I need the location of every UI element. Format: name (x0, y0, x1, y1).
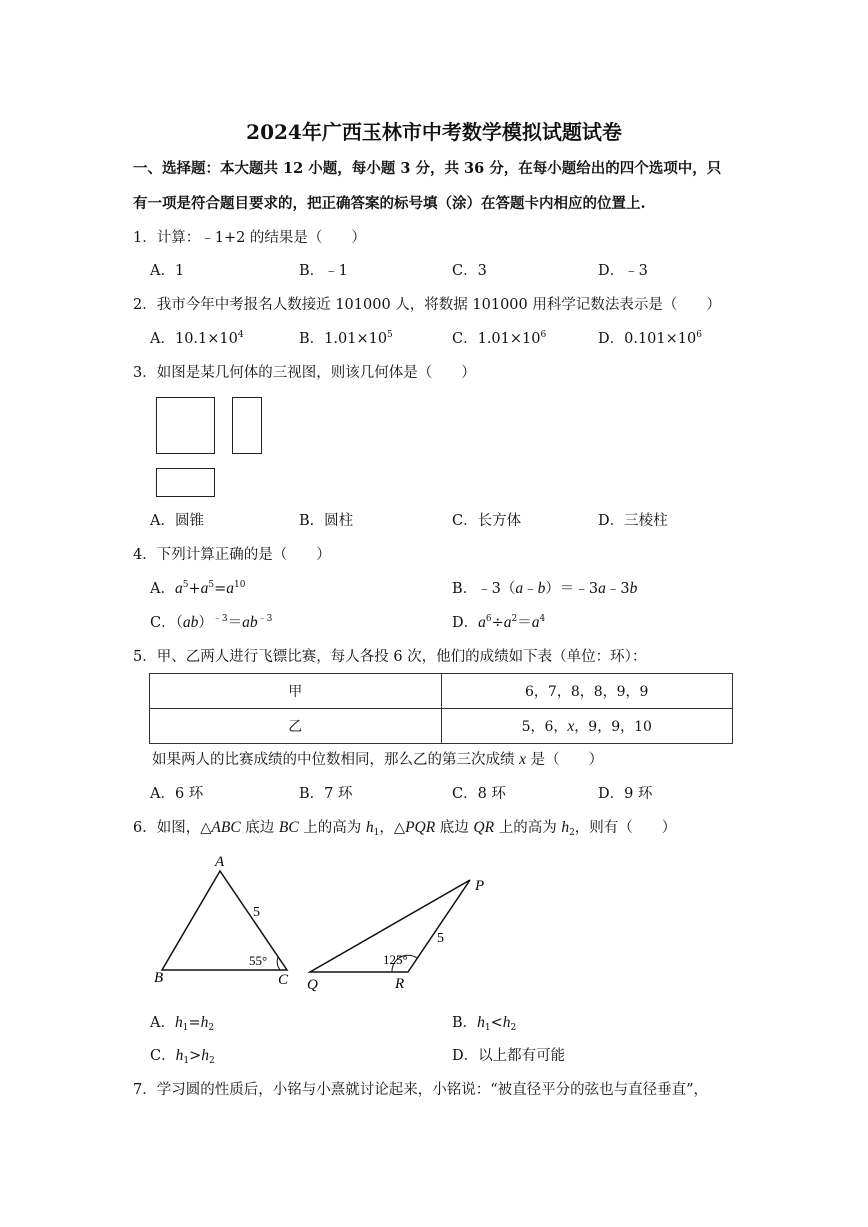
side-ac-label: 5 (253, 905, 260, 920)
q3-option-c: C．长方体 (452, 513, 522, 529)
q6-option-c: C．$h_1>h_2$ (150, 1047, 215, 1066)
q7-stem: 7．学习圆的性质后，小铭与小熹就讨论起来，小铭说：“被直径平分的弦也与直径垂直”， (133, 1082, 709, 1098)
vertex-c-label: C (278, 972, 289, 988)
front-view-square (156, 397, 215, 454)
side-pr-label: 5 (437, 931, 444, 946)
vertex-b-label: B (154, 970, 164, 986)
vertex-a-label: A (215, 854, 225, 870)
q5-option-d: D．9 环 (598, 786, 653, 802)
table-row (150, 709, 733, 744)
q3-option-a: A．圆锥 (150, 513, 204, 529)
side-view-rectangle (232, 397, 262, 454)
q6-option-d: D．以上都有可能 (452, 1048, 566, 1064)
q2-option-a: A．$10.1\times 10^4$ (150, 330, 244, 347)
score-table (149, 673, 733, 744)
vertex-q-label: Q (307, 977, 318, 993)
q1-option-c: C．3 (452, 263, 487, 279)
q1-option-d: D．﹣3 (598, 263, 648, 279)
triangle-abc (154, 854, 289, 988)
q6-stem: 6．如图，△ABC 底边 BC 上的高为 $h_1$，△PQR 底边 QR 上的高为 $h_2$，则有（ ） (133, 819, 677, 838)
q4-stem: 4．下列计算正确的是（ ） (133, 547, 331, 563)
q4-option-b: B．﹣3（a﹣b）＝﹣3a﹣3b (452, 580, 638, 597)
vertex-r-label: R (395, 976, 405, 992)
q5-option-a: A．6 环 (150, 786, 204, 802)
q1-stem: 1．计算：﹣1+2 的结果是（ ） (133, 230, 366, 246)
top-view-rectangle (156, 468, 215, 497)
q4-option-c: C．$(ab)^{﹣3}=ab^{﹣3}$ (150, 614, 273, 631)
q2-option-c: C．$1.01\times 10^6$ (452, 330, 547, 347)
table-cell-name: 甲 (150, 674, 442, 709)
q4-option-a: A．$a^5+a^5=a^{10}$ (150, 580, 246, 597)
triangle-figures (140, 850, 510, 995)
angle-r-label: 125° (383, 952, 408, 967)
section-heading-line1: 一、选择题：本大题共 12 小题，每小题 3 分，共 36 分，在每小题给出的四个选项中，只 (133, 160, 722, 177)
q2-stem: 2．我市今年中考报名人数接近 101000 人，将数据 101000 用科学记数法表示是（ ） (133, 297, 721, 313)
angle-c-label: 55° (249, 953, 268, 968)
q2-option-b: B．$1.01\times 10^5$ (299, 330, 393, 347)
triangle-abc-outline (162, 871, 287, 970)
q5-option-b: B．7 环 (299, 786, 353, 802)
table-cell-name: 乙 (150, 709, 442, 744)
q2-option-d: D．$0.101\times 10^6$ (598, 330, 702, 347)
q6-option-b: B．$h_1<h_2$ (452, 1014, 517, 1033)
exam-title: 2024年广西玉林市中考数学模拟试题试卷 (246, 120, 622, 144)
q4-option-d: D．$a^6\div a^2=a^4$ (452, 614, 546, 631)
q1-option-a: A．1 (150, 263, 185, 279)
q3-option-b: B．圆柱 (299, 513, 354, 529)
q5-follow-up: 如果两人的比赛成绩的中位数相同，那么乙的第三次成绩 x 是（ ） (152, 751, 604, 768)
vertex-p-label: P (475, 878, 485, 894)
q5-stem: 5．甲、乙两人进行飞镖比赛，每人各投 6 次，他们的成绩如下表（单位：环）： (133, 649, 647, 665)
q5-option-c: C．8 环 (452, 786, 506, 802)
q6-option-a: A．$h_1=h_2$ (150, 1014, 215, 1033)
table-cell-scores: 6，7，8，8，9，9 (441, 674, 733, 709)
triangle-pqr (307, 878, 484, 993)
q3-stem: 3．如图是某几何体的三视图，则该几何体是（ ） (133, 365, 476, 381)
table-cell-scores: 5，6，x，9，9，10 (441, 709, 733, 744)
section-heading-line2: 有一项是符合题目要求的，把正确答案的标号填（涂）在答题卡内相应的位置上. (133, 195, 646, 212)
table-row (150, 674, 733, 709)
q1-option-b: B．﹣1 (299, 263, 348, 279)
q3-option-d: D．三棱柱 (598, 513, 668, 529)
